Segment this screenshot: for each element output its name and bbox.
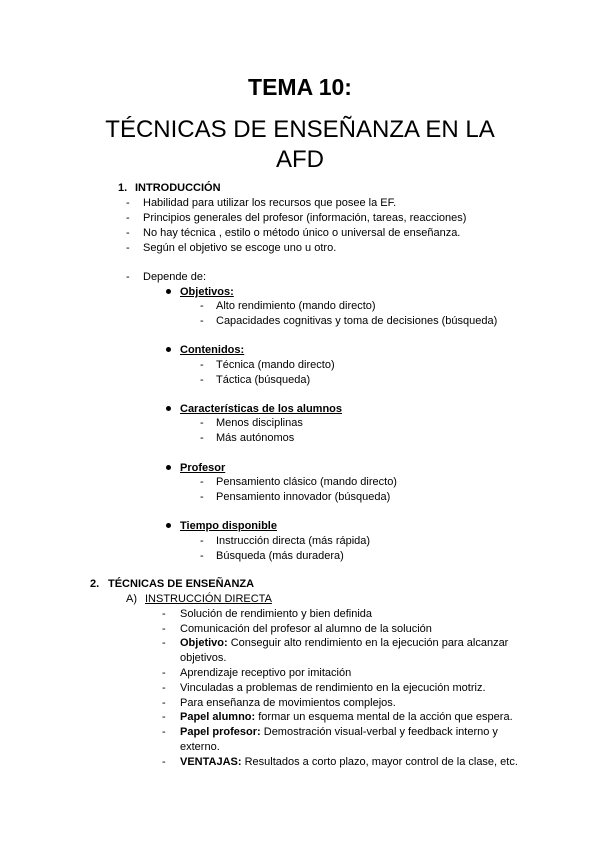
title-line-3: AFD xyxy=(276,146,324,173)
list-item: Vinculadas a problemas de rendimiento en la ejecución motriz. xyxy=(180,682,486,694)
bullet-dot xyxy=(166,523,171,528)
dash-bullet: - xyxy=(162,711,166,723)
dash-bullet: - xyxy=(200,432,204,444)
dash-bullet: - xyxy=(162,726,166,738)
subsection-a-letter: A) xyxy=(126,593,137,605)
objetivo-label: Objetivo: xyxy=(180,637,228,649)
list-item: Búsqueda (más duradera) xyxy=(216,550,344,562)
objetivo-text-continued: objetivos. xyxy=(180,652,227,664)
papel-alumno-label: Papel alumno: xyxy=(180,711,256,723)
list-item: Solución de rendimiento y bien definida xyxy=(180,608,373,620)
title-line-2: TÉCNICAS DE ENSEÑANZA EN LA xyxy=(105,116,495,143)
section-1-heading: INTRODUCCIÓN xyxy=(135,182,221,194)
dash-bullet: - xyxy=(200,359,204,371)
list-item: Táctica (búsqueda) xyxy=(216,374,311,386)
dash-bullet: - xyxy=(162,623,166,635)
list-item: Comunicación del profesor al alumno de la solución xyxy=(180,623,432,635)
dash-bullet: - xyxy=(162,608,166,620)
ventajas-label: VENTAJAS: xyxy=(180,756,242,768)
dash-bullet: - xyxy=(162,682,166,694)
list-item: Capacidades cognitivas y toma de decisiones (búsqueda) xyxy=(216,315,498,327)
list-item: Principios generales del profesor (información, tareas, reacciones) xyxy=(143,212,467,224)
dash-bullet: - xyxy=(200,476,204,488)
list-item-objetivo xyxy=(180,636,508,650)
list-item: Aprendizaje receptivo por imitación xyxy=(180,667,352,679)
title-line-1: TEMA 10: xyxy=(248,74,352,100)
list-item: Técnica (mando directo) xyxy=(216,359,335,371)
dash-bullet: - xyxy=(200,535,204,547)
dash-bullet: - xyxy=(126,271,130,283)
bullet-dot xyxy=(166,347,171,352)
group-label-profesor: Profesor xyxy=(180,462,226,474)
dash-bullet: - xyxy=(162,637,166,649)
bullet-dot xyxy=(166,406,171,411)
subsection-a-title: INSTRUCCIÓN DIRECTA xyxy=(145,593,272,605)
list-item: Según el objetivo se escoge uno u otro. xyxy=(143,242,337,254)
list-item: Menos disciplinas xyxy=(216,417,303,429)
section-2-heading: TÉCNICAS DE ENSEÑANZA xyxy=(108,578,255,590)
list-item: Instrucción directa (más rápida) xyxy=(216,535,371,547)
ventajas-text: Resultados a corto plazo, mayor control de la clase, etc. xyxy=(244,756,518,768)
depende-label: Depende de: xyxy=(143,271,206,283)
dash-bullet: - xyxy=(200,374,204,386)
list-item: No hay técnica , estilo o método único o universal de enseñanza. xyxy=(143,227,461,239)
list-item: Pensamiento clásico (mando directo) xyxy=(216,476,397,488)
list-item-ventajas xyxy=(180,755,518,769)
bullet-dot xyxy=(166,289,171,294)
dash-bullet: - xyxy=(126,242,130,254)
list-item: Pensamiento innovador (búsqueda) xyxy=(216,491,391,503)
section-2-number: 2. xyxy=(90,578,100,590)
papel-profesor-label: Papel profesor: xyxy=(180,726,261,738)
group-label-objetivos: Objetivos: xyxy=(180,286,234,298)
list-item-papel-profesor xyxy=(180,725,498,739)
group-label-contenidos: Contenidos: xyxy=(180,344,245,356)
list-item: Para enseñanza de movimientos complejos. xyxy=(180,697,396,709)
dash-bullet: - xyxy=(126,197,130,209)
dash-bullet: - xyxy=(200,300,204,312)
list-item: Alto rendimiento (mando directo) xyxy=(216,300,376,312)
papel-alumno-text: formar un esquema mental de la acción que espera. xyxy=(258,711,513,723)
dash-bullet: - xyxy=(162,667,166,679)
papel-profesor-text: Demostración visual-verbal y feedback interno y xyxy=(263,726,498,738)
dash-bullet: - xyxy=(200,550,204,562)
list-item: Habilidad para utilizar los recursos que posee la EF. xyxy=(143,197,397,209)
dash-bullet: - xyxy=(200,315,204,327)
dash-bullet: - xyxy=(162,697,166,709)
dash-bullet: - xyxy=(200,491,204,503)
group-label-caracteristicas: Características de los alumnos xyxy=(180,403,343,415)
section-1-number: 1. xyxy=(118,182,128,194)
list-item-papel-alumno xyxy=(180,710,513,724)
group-label-tiempo: Tiempo disponible xyxy=(180,520,277,532)
list-item: Más autónomos xyxy=(216,432,295,444)
objetivo-text: Conseguir alto rendimiento en la ejecución para alcanzar xyxy=(230,637,509,649)
dash-bullet: - xyxy=(200,417,204,429)
papel-profesor-text-continued: externo. xyxy=(180,741,220,753)
dash-bullet: - xyxy=(162,756,166,768)
dash-bullet: - xyxy=(126,227,130,239)
dash-bullet: - xyxy=(126,212,130,224)
bullet-dot xyxy=(166,465,171,470)
